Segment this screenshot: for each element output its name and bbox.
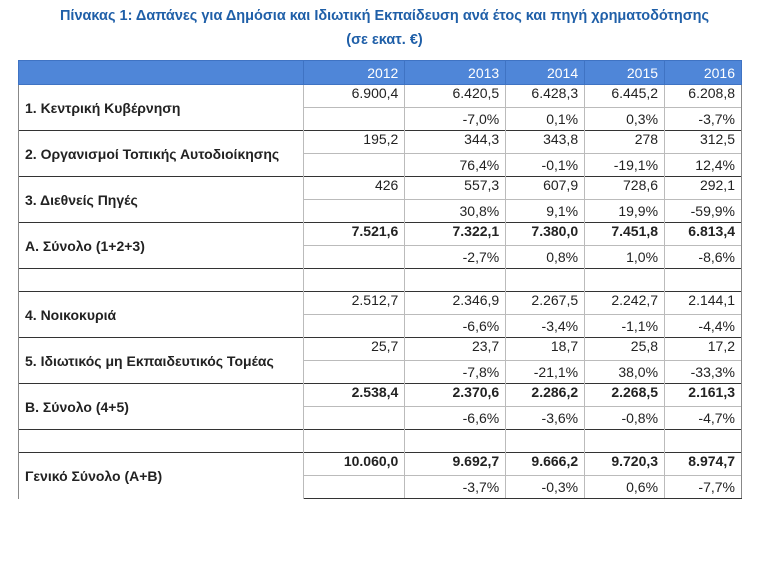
cell-pct: -7,7% xyxy=(665,476,742,499)
cell-value: 7.451,8 xyxy=(585,223,665,246)
cell-pct: -7,8% xyxy=(405,361,506,384)
table-title xyxy=(0,0,769,52)
cell-value: 2.346,9 xyxy=(405,292,506,315)
cell-pct: -7,0% xyxy=(405,108,506,131)
cell-pct: 30,8% xyxy=(405,200,506,223)
header-2013: 2013 xyxy=(405,61,506,85)
cell-value: 18,7 xyxy=(506,338,585,361)
cell-pct: 0,1% xyxy=(506,108,585,131)
cell-value: 7.380,0 xyxy=(506,223,585,246)
cell-pct xyxy=(304,108,405,131)
cell-pct xyxy=(304,246,405,269)
cell-pct: -0,3% xyxy=(506,476,585,499)
cell-pct: 76,4% xyxy=(405,154,506,177)
cell-pct: -33,3% xyxy=(665,361,742,384)
table-row-grand-total xyxy=(19,453,742,476)
cell-pct: -4,4% xyxy=(665,315,742,338)
table-row xyxy=(19,131,742,154)
row-label: Γενικό Σύνολο (Α+Β) xyxy=(19,453,304,499)
row-label: 5. Ιδιωτικός μη Εκπαιδευτικός Τομέας xyxy=(19,338,304,384)
cell-pct: -1,1% xyxy=(585,315,665,338)
cell-value: 7.322,1 xyxy=(405,223,506,246)
cell-value: 426 xyxy=(304,177,405,200)
cell-value: 2.538,4 xyxy=(304,384,405,407)
table-row xyxy=(19,177,742,200)
table-row xyxy=(19,85,742,108)
header-row xyxy=(19,61,742,85)
header-2012: 2012 xyxy=(304,61,405,85)
cell-value: 2.286,2 xyxy=(506,384,585,407)
header-2015: 2015 xyxy=(585,61,665,85)
header-2016: 2016 xyxy=(665,61,742,85)
cell-value: 8.974,7 xyxy=(665,453,742,476)
cell-pct xyxy=(304,315,405,338)
cell-value: 607,9 xyxy=(506,177,585,200)
cell-value: 278 xyxy=(585,131,665,154)
cell-value: 6.208,8 xyxy=(665,85,742,108)
cell-value: 17,2 xyxy=(665,338,742,361)
cell-value: 23,7 xyxy=(405,338,506,361)
cell-value: 9.666,2 xyxy=(506,453,585,476)
header-label xyxy=(19,61,304,85)
cell-value: 728,6 xyxy=(585,177,665,200)
row-label: Β. Σύνολο (4+5) xyxy=(19,384,304,430)
cell-value: 292,1 xyxy=(665,177,742,200)
cell-value: 9.720,3 xyxy=(585,453,665,476)
cell-value: 344,3 xyxy=(405,131,506,154)
cell-pct: -0,1% xyxy=(506,154,585,177)
cell-pct: -6,6% xyxy=(405,315,506,338)
cell-pct: -6,6% xyxy=(405,407,506,430)
cell-pct: -4,7% xyxy=(665,407,742,430)
cell-value: 2.144,1 xyxy=(665,292,742,315)
title-line-2: (σε εκατ. €) xyxy=(346,32,423,48)
row-label: 4. Νοικοκυριά xyxy=(19,292,304,338)
spacer-row xyxy=(19,430,742,453)
cell-value: 343,8 xyxy=(506,131,585,154)
cell-value: 2.161,3 xyxy=(665,384,742,407)
cell-pct: -3,7% xyxy=(405,476,506,499)
cell-value: 6.813,4 xyxy=(665,223,742,246)
cell-pct: 0,3% xyxy=(585,108,665,131)
cell-pct: -19,1% xyxy=(585,154,665,177)
cell-value: 2.512,7 xyxy=(304,292,405,315)
cell-pct: -2,7% xyxy=(405,246,506,269)
expenditure-table xyxy=(18,60,742,499)
cell-value: 25,8 xyxy=(585,338,665,361)
row-label: 1. Κεντρική Κυβέρνηση xyxy=(19,85,304,131)
cell-value: 6.428,3 xyxy=(506,85,585,108)
cell-pct xyxy=(304,154,405,177)
cell-value: 312,5 xyxy=(665,131,742,154)
cell-pct xyxy=(304,361,405,384)
cell-pct: -0,8% xyxy=(585,407,665,430)
row-label: 3. Διεθνείς Πηγές xyxy=(19,177,304,223)
cell-pct xyxy=(304,407,405,430)
row-label: Α. Σύνολο (1+2+3) xyxy=(19,223,304,269)
cell-pct: -8,6% xyxy=(665,246,742,269)
cell-pct: -3,7% xyxy=(665,108,742,131)
table-row-total xyxy=(19,223,742,246)
table-row xyxy=(19,338,742,361)
cell-pct: 19,9% xyxy=(585,200,665,223)
cell-value: 195,2 xyxy=(304,131,405,154)
cell-pct: 0,8% xyxy=(506,246,585,269)
cell-pct: 0,6% xyxy=(585,476,665,499)
cell-pct: 1,0% xyxy=(585,246,665,269)
cell-value: 6.420,5 xyxy=(405,85,506,108)
cell-pct: 38,0% xyxy=(585,361,665,384)
header-2014: 2014 xyxy=(506,61,585,85)
cell-value: 2.242,7 xyxy=(585,292,665,315)
table-row xyxy=(19,292,742,315)
cell-value: 557,3 xyxy=(405,177,506,200)
cell-value: 25,7 xyxy=(304,338,405,361)
cell-value: 9.692,7 xyxy=(405,453,506,476)
cell-value: 10.060,0 xyxy=(304,453,405,476)
cell-pct: -3,4% xyxy=(506,315,585,338)
cell-pct xyxy=(304,476,405,499)
cell-value: 2.370,6 xyxy=(405,384,506,407)
cell-pct xyxy=(304,200,405,223)
spacer-row xyxy=(19,269,742,292)
cell-value: 6.900,4 xyxy=(304,85,405,108)
cell-value: 6.445,2 xyxy=(585,85,665,108)
table-row-total xyxy=(19,384,742,407)
cell-pct: 9,1% xyxy=(506,200,585,223)
cell-value: 2.267,5 xyxy=(506,292,585,315)
title-line-1: Πίνακας 1: Δαπάνες για Δημόσια και Ιδιωτική Εκπαίδευση ανά έτος και πηγή χρηματοδότησης xyxy=(59,8,710,24)
cell-pct: -3,6% xyxy=(506,407,585,430)
row-label: 2. Οργανισμοί Τοπικής Αυτοδιοίκησης xyxy=(19,131,304,177)
cell-pct: -59,9% xyxy=(665,200,742,223)
cell-value: 7.521,6 xyxy=(304,223,405,246)
cell-pct: -21,1% xyxy=(506,361,585,384)
cell-value: 2.268,5 xyxy=(585,384,665,407)
cell-pct: 12,4% xyxy=(665,154,742,177)
